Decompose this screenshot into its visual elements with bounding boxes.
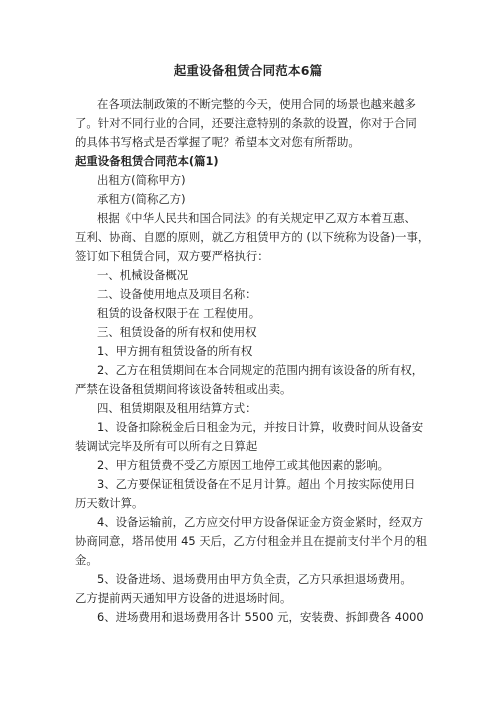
paragraph-line: 2、乙方在租赁期间在本合同规定的范围内拥有该设备的所有权， bbox=[97, 363, 424, 377]
paragraph-line: 协商同意，塔吊使用 45 天后，乙方付租金并且在提前支付半个月的租 bbox=[75, 534, 428, 548]
paragraph-line: 租赁的设备权限于在 工程使用。 bbox=[97, 306, 261, 320]
paragraph-line: 金。 bbox=[75, 553, 98, 567]
paragraph-line: 在各项法制政策的不断完整的今天，使用合同的场景也越来越多 bbox=[97, 97, 416, 111]
paragraph-line: 1、设备扣除税金后日租金为元，并按日计算，收费时间从设备安 bbox=[97, 420, 424, 434]
paragraph-line: 5、设备进场、退场费用由甲方负全责，乙方只承担退场费用。 bbox=[97, 572, 412, 586]
paragraph-line: 严禁在设备租赁期间将该设备转租或出卖。 bbox=[75, 382, 292, 396]
paragraph-line: 签订如下租赁合同，双方要严格执行： bbox=[75, 249, 269, 263]
paragraph-line: 一、机械设备概况 bbox=[97, 268, 189, 282]
paragraph-line: 根据《中华人民共和国合同法》的有关规定甲乙双方本着互惠、 bbox=[97, 211, 416, 225]
paragraph-line: 的具体书写格式是否掌握了呢？希望本文对您有所帮助。 bbox=[75, 135, 360, 149]
section-heading: 起重设备租赁合同范本(篇1) bbox=[75, 154, 219, 168]
paragraph-line: 出租方(简称甲方) bbox=[97, 173, 186, 187]
paragraph-line: 乙方提前两天通知甲方设备的进退场时间。 bbox=[75, 591, 292, 605]
paragraph-line: 3、乙方要保证租赁设备在不足月计算。超出 个月按实际使用日 bbox=[97, 477, 416, 491]
paragraph-line: 2、甲方租赁费不受乙方原因工地停工或其他因素的影响。 bbox=[97, 458, 390, 472]
paragraph-line: 承租方(简称乙方) bbox=[97, 192, 186, 206]
paragraph-line: 1、甲方拥有租赁设备的所有权 bbox=[97, 344, 253, 358]
paragraph-line: 二、设备使用地点及项目名称： bbox=[97, 287, 257, 301]
paragraph-line: 四、租赁期限及租用结算方式： bbox=[97, 401, 257, 415]
paragraph-line: 了。针对不同行业的合同，还要注意特别的条款的设置，你对于合同 bbox=[75, 116, 417, 130]
paragraph-line: 4、设备运输前，乙方应交付甲方设备保证金方资金紧时，经双方 bbox=[97, 515, 424, 529]
paragraph-line: 互利、协商、自愿的原则，就乙方租赁甲方的 (以下统称为设备)一事， bbox=[75, 230, 430, 244]
paragraph-line: 历天数计算。 bbox=[75, 496, 144, 510]
paragraph-line: 三、租赁设备的所有权和使用权 bbox=[97, 325, 257, 339]
document-title: 起重设备租赁合同范本6篇 bbox=[173, 63, 323, 78]
paragraph-line: 装调试完毕及所有可以所有之日算起 bbox=[75, 439, 258, 453]
paragraph-line: 6、进场费用和退场费用各计 5500 元，安装费、拆卸费各 4000 bbox=[97, 610, 424, 624]
